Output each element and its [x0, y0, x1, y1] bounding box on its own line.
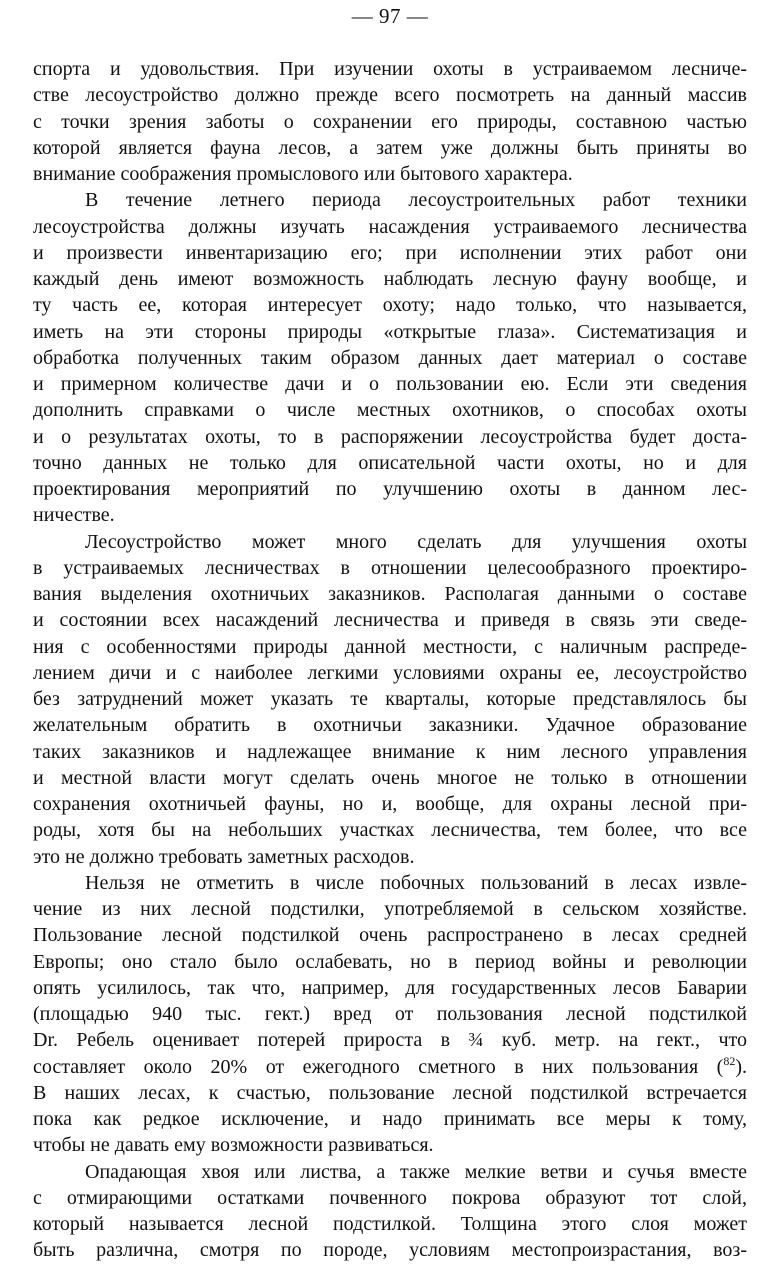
- paragraph: [33, 870, 747, 1159]
- text-line: вания выделения охотничьих заказников. Располагая данными о составе: [33, 583, 747, 605]
- text-line: стве лесоустройство должно прежде всего посмотреть на данный массив: [33, 84, 747, 107]
- text-line: ту часть ее, которая интересует охоту; надо только, что называется,: [33, 294, 747, 317]
- text-line: дополнить справками о числе местных охотников, о способах охоты: [33, 399, 747, 422]
- text-line: быть различна, смотря по породе, условиям местопроизрастания, воз-: [33, 1239, 747, 1262]
- text-line: Dr. Ребель оценивает потерей прироста в ¾ куб. метр. на гект., что: [33, 1029, 747, 1052]
- text-line: Пользование лесной подстилкой очень распространено в лесах средней: [33, 924, 747, 947]
- text-line: желательным обратить в охотничьи заказники. Удачное образование: [33, 714, 747, 737]
- text-line: и примерном количестве дачи и о пользовании ею. Если эти сведения: [33, 373, 747, 395]
- text-line: точно данных не только для описательной части охоты, но и для: [33, 451, 747, 474]
- text-line: и состоянии всех насаждений лесничества и приведя в связь эти сведе-: [33, 609, 747, 632]
- text-line: пока как редкое исключение, и надо принимать все меры к тому,: [33, 1108, 747, 1130]
- text-line: В наших лесах, к счастью, пользование лесной подстилкой встречается: [33, 1081, 747, 1104]
- text-line: Европы; оно стало было ослабевать, но в период войны и революции: [33, 950, 747, 973]
- paragraph: [33, 187, 747, 528]
- text-line: таких заказников и надлежащее внимание к ним лесного управления: [33, 740, 747, 763]
- text-line: который называется лесной подстилкой. Толщина этого слоя может: [33, 1213, 747, 1235]
- text-line: чтобы не давать ему возможности развиваться.: [33, 1134, 434, 1157]
- text-line: и о результатах охоты, то в распоряжении лесоустройства будет доста-: [33, 425, 747, 448]
- text-line: Опадающая хвоя или листва, а также мелкие ветви и сучья вместе: [85, 1160, 747, 1183]
- text-line: ничестве.: [33, 504, 115, 527]
- text-line-with-footnote: [33, 1054, 747, 1080]
- text-line: это не должно требовать заметных расходов.: [33, 845, 415, 868]
- text-line: Нельзя не отметить в числе побочных пользований в лесах извле-: [85, 871, 747, 894]
- text-line: в устраиваемых лесничествах в отношении целесообразного проектиро-: [33, 556, 747, 579]
- text-line: с отмирающими остатками почвенного покрова образуют тот слой,: [33, 1186, 747, 1209]
- paragraph: [33, 1159, 747, 1264]
- paragraph: [33, 529, 747, 870]
- text-line: которой является фауна лесов, а затем уже должны быть приняты во: [33, 136, 747, 159]
- text-line: опять усилилось, так что, например, для государственных лесов Баварии: [33, 976, 747, 999]
- text-line: роды, хотя бы на небольших участках лесничества, тем более, что все: [33, 819, 747, 842]
- text-line: иметь на эти стороны природы «открытые глаза». Систематизация и: [33, 320, 747, 343]
- footnote-close: ).: [735, 1055, 747, 1078]
- text-line: с точки зрения заботы о сохранении его природы, составною частью: [33, 110, 747, 133]
- text-line: внимание соображения промыслового или бытового характера.: [33, 163, 573, 185]
- paragraph: [33, 56, 747, 187]
- text-line: и произвести инвентаризацию его; при исполнении этих работ они: [33, 241, 747, 264]
- text-line: лением дичи и с наиболее легкими условиями охраны ее, лесоустройство: [33, 661, 747, 684]
- text-line: ния с особенностями природы данной местности, с наличным распреде-: [33, 635, 747, 658]
- text-line: без затруднений может указать те кварталы, которые представлялось бы: [33, 688, 747, 710]
- text-line: лесоустройства должны изучать насаждения устраиваемого лесничества: [33, 215, 747, 238]
- page-number: — 97 —: [351, 4, 429, 28]
- text-line: сохранения охотничьей фауны, но и, вообще, для охраны лесной при-: [33, 793, 747, 815]
- text-line: обработка полученных таким образом данных дает материал о составе: [33, 346, 747, 369]
- text-line: проектирования мероприятий по улучшению охоты в данном лес-: [33, 478, 747, 500]
- text-fragment: составляет около 20% от ежегодного сметного в них пользования (: [33, 1055, 724, 1078]
- footnote-number: 82: [723, 1053, 736, 1068]
- body-text: [33, 56, 747, 1264]
- text-line: (площадью 940 тыс. гект.) вред от пользования лесной подстилкой: [33, 1003, 747, 1025]
- text-line: спорта и удовольствия. При изучении охоты в устраиваемом лесниче-: [33, 58, 747, 80]
- text-line: и местной власти могут сделать очень многое не только в отношении: [33, 766, 747, 789]
- text-line: каждый день имеют возможность наблюдать лесную фауну вообще, и: [33, 268, 747, 290]
- text-line: Лесоустройство может много сделать для улучшения охоты: [85, 530, 747, 553]
- text-line: В течение летнего периода лесоустроительных работ техники: [85, 189, 747, 212]
- text-line: чение из них лесной подстилки, употребляемой в сельском хозяйстве.: [33, 898, 747, 920]
